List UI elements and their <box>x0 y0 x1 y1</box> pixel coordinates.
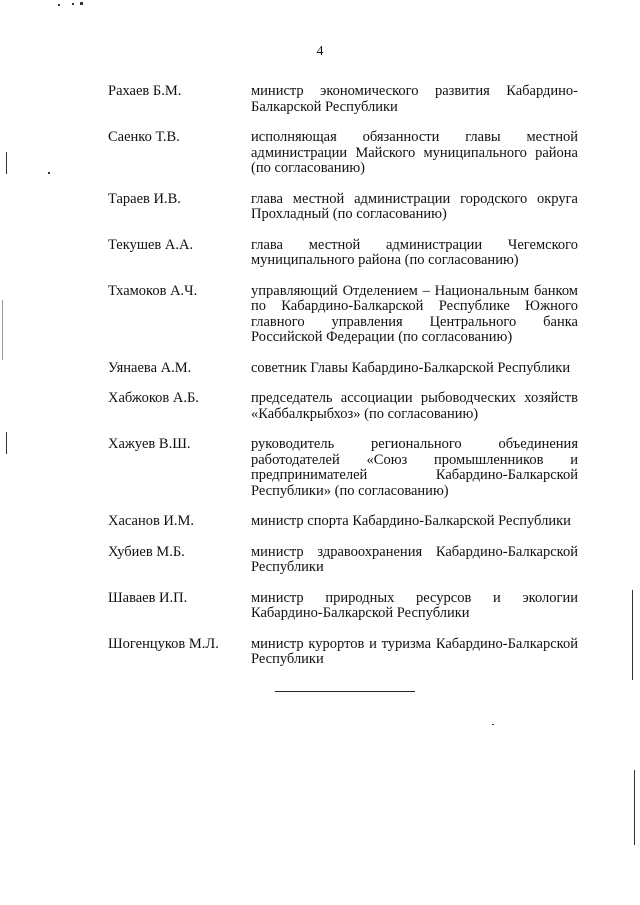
member-name: Хажуев В.Ш. <box>108 436 191 452</box>
member-name: Тхамоков А.Ч. <box>108 282 198 299</box>
list-item <box>108 361 578 377</box>
scan-mark <box>48 172 50 174</box>
list-item <box>108 391 578 422</box>
member-position: министр здравоохранения Кабардино-Балкарской Республики <box>251 543 578 575</box>
member-position: глава местной администрации городского округа Прохладный (по согласованию) <box>251 190 578 222</box>
member-list <box>108 84 578 683</box>
list-item <box>108 84 578 115</box>
scan-mark <box>492 724 494 725</box>
list-item <box>108 591 578 622</box>
member-position: министр спорта Кабардино-Балкарской Республики <box>251 513 571 529</box>
list-item <box>108 437 578 499</box>
member-name: Тараев И.В. <box>108 190 181 207</box>
member-position: министр природных ресурсов и экологии Кабардино-Балкарской Республики <box>251 589 578 621</box>
member-name: Рахаев Б.М. <box>108 83 182 99</box>
scan-mark <box>6 432 7 454</box>
member-name: Уянаева А.М. <box>108 359 192 376</box>
member-position: глава местной администрации Чегемского муниципального района (по согласованию) <box>251 236 578 268</box>
list-item <box>108 514 578 530</box>
member-name: Текушев А.А. <box>108 236 194 253</box>
list-item <box>108 238 578 269</box>
page-number: 4 <box>316 44 324 59</box>
list-item <box>108 130 578 177</box>
list-item <box>108 192 578 223</box>
scan-mark <box>72 3 74 5</box>
member-position: исполняющая обязанности главы местной администрации Майского муниципального района (по согласованию) <box>251 129 578 176</box>
list-item <box>108 637 578 668</box>
member-name: Хубиев М.Б. <box>108 543 185 560</box>
member-position: управляющий Отделением – Национальным банком по Кабардино-Балкарской Республике Южного главного управления Центрального банка Российской Федерации (по согласованию) <box>251 282 578 345</box>
member-name: Шогенцуков М.Л. <box>108 635 219 652</box>
list-item <box>108 284 578 346</box>
list-item <box>108 545 578 576</box>
scan-mark <box>632 590 633 680</box>
member-name: Шаваев И.П. <box>108 589 188 606</box>
member-name: Хасанов И.М. <box>108 513 195 529</box>
scan-mark <box>634 770 635 845</box>
member-position: министр экономического развития Кабардино-Балкарской Республики <box>251 83 578 115</box>
member-position: советник Главы Кабардино-Балкарской Республики <box>251 359 571 376</box>
member-name: Саенко Т.В. <box>108 129 180 145</box>
scan-mark <box>6 152 7 174</box>
member-position: председатель ассоциации рыбоводческих хозяйств «Каббалкрыбхоз» (по согласованию) <box>251 390 578 422</box>
member-position: министр курортов и туризма Кабардино-Балкарской Республики <box>251 635 578 667</box>
closing-divider <box>275 691 415 692</box>
scan-mark <box>2 300 3 360</box>
member-position: руководитель регионального объединения работодателей «Союз промышленников и предпринимателей Кабардино-Балкарской Республики» (по согласованию) <box>251 436 578 499</box>
member-name: Хабжоков А.Б. <box>108 390 199 406</box>
scan-mark <box>58 4 60 6</box>
scan-mark <box>80 2 83 5</box>
